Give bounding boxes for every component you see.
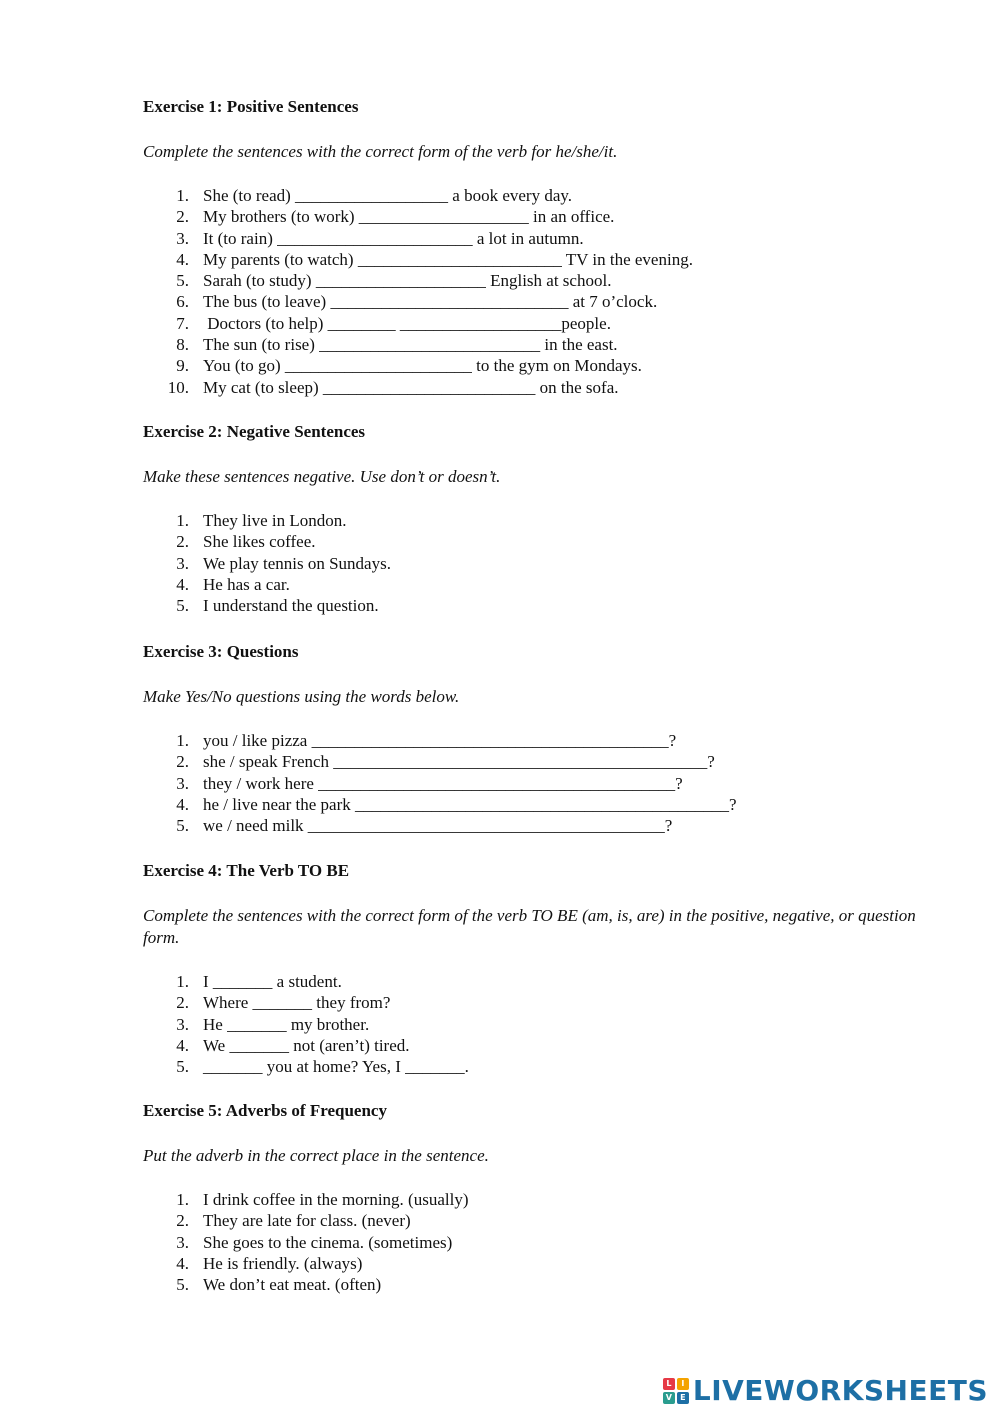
exercise-title: Exercise 2: Negative Sentences bbox=[143, 422, 366, 441]
list-item bbox=[143, 971, 933, 992]
item-text: they / work here __________________________________________? bbox=[203, 773, 683, 793]
exercise-list bbox=[143, 971, 933, 1077]
list-item bbox=[143, 1274, 933, 1295]
list-item bbox=[143, 553, 933, 574]
list-item bbox=[143, 377, 933, 398]
exercise-instruction: Complete the sentences with the correct form of the verb TO BE (am, is, are) in the positive, negative, or question form. bbox=[143, 906, 916, 947]
item-number: 3. bbox=[176, 1232, 189, 1252]
item-text: She likes coffee. bbox=[203, 532, 316, 552]
list-item bbox=[143, 992, 933, 1013]
item-text: I _______ a student. bbox=[203, 972, 342, 991]
item-number: 2. bbox=[176, 207, 189, 227]
item-number: 4. bbox=[176, 249, 189, 269]
exercise-list bbox=[143, 510, 933, 616]
item-text: They live in London. bbox=[203, 511, 347, 530]
list-item bbox=[143, 531, 933, 552]
list-item bbox=[143, 751, 933, 772]
item-number: 3. bbox=[176, 1014, 189, 1034]
exercise-title: Exercise 3: Questions bbox=[143, 642, 299, 661]
exercise-instruction: Make Yes/No questions using the words below. bbox=[143, 687, 460, 706]
item-text: She goes to the cinema. (sometimes) bbox=[203, 1232, 453, 1252]
list-item bbox=[143, 595, 933, 616]
item-text: _______ you at home? Yes, I _______. bbox=[203, 1057, 469, 1077]
item-number: 6. bbox=[176, 292, 189, 312]
item-number: 7. bbox=[176, 313, 189, 333]
logo-letter: I bbox=[677, 1378, 689, 1390]
item-number: 4. bbox=[176, 574, 189, 594]
item-number: 2. bbox=[176, 993, 189, 1013]
list-item bbox=[143, 1014, 933, 1035]
item-number: 5. bbox=[176, 1275, 189, 1295]
list-item bbox=[143, 185, 933, 206]
item-number: 5. bbox=[176, 816, 189, 836]
list-item bbox=[143, 206, 933, 227]
exercise-2 bbox=[143, 421, 933, 616]
item-number: 4. bbox=[176, 794, 189, 814]
item-text: He is friendly. (always) bbox=[203, 1253, 363, 1273]
item-number: 10. bbox=[167, 377, 189, 397]
item-text: I understand the question. bbox=[203, 596, 379, 616]
list-item bbox=[143, 334, 933, 355]
list-item bbox=[143, 1189, 933, 1210]
list-item bbox=[143, 794, 933, 815]
exercise-3 bbox=[143, 641, 933, 836]
exercise-title: Exercise 1: Positive Sentences bbox=[143, 97, 359, 116]
exercise-list bbox=[143, 1189, 933, 1295]
item-number: 2. bbox=[176, 752, 189, 772]
item-number: 8. bbox=[176, 335, 189, 355]
item-text: I drink coffee in the morning. (usually) bbox=[203, 1190, 469, 1209]
list-item bbox=[143, 1056, 933, 1077]
exercise-list bbox=[143, 185, 933, 398]
exercise-5 bbox=[143, 1100, 933, 1295]
list-item bbox=[143, 1232, 933, 1253]
item-text: he / live near the park ____________________________________________? bbox=[203, 794, 737, 814]
item-text: We _______ not (aren’t) tired. bbox=[203, 1035, 410, 1055]
item-number: 3. bbox=[176, 553, 189, 573]
item-text: The sun (to rise) __________________________ in the east. bbox=[203, 335, 618, 355]
item-text: My brothers (to work) ____________________ in an office. bbox=[203, 207, 615, 227]
item-number: 5. bbox=[176, 271, 189, 291]
item-number: 4. bbox=[176, 1035, 189, 1055]
list-item bbox=[143, 270, 933, 291]
item-text: My cat (to sleep) _________________________ on the sofa. bbox=[203, 377, 619, 397]
item-number: 1. bbox=[176, 731, 189, 750]
item-text: We don’t eat meat. (often) bbox=[203, 1275, 382, 1295]
item-text: You (to go) ______________________ to the gym on Mondays. bbox=[203, 356, 642, 376]
list-item bbox=[143, 291, 933, 312]
item-number: 4. bbox=[176, 1253, 189, 1273]
item-number: 3. bbox=[176, 228, 189, 248]
exercise-instruction: Put the adverb in the correct place in the sentence. bbox=[143, 1146, 489, 1165]
list-item bbox=[143, 815, 933, 836]
item-number: 1. bbox=[176, 1190, 189, 1209]
exercise-title: Exercise 5: Adverbs of Frequency bbox=[143, 1101, 387, 1120]
item-text: It (to rain) _______________________ a lot in autumn. bbox=[203, 228, 584, 248]
item-number: 1. bbox=[176, 511, 189, 530]
list-item bbox=[143, 313, 933, 334]
list-item bbox=[143, 228, 933, 249]
logo-letter: L bbox=[663, 1378, 675, 1390]
item-text: Where _______ they from? bbox=[203, 993, 391, 1013]
list-item bbox=[143, 1210, 933, 1231]
item-number: 2. bbox=[176, 1211, 189, 1231]
logo-text: LIVEWORKSHEETS bbox=[692, 1374, 988, 1407]
exercise-instruction: Complete the sentences with the correct form of the verb for he/she/it. bbox=[143, 142, 618, 161]
exercise-4 bbox=[143, 860, 933, 1077]
item-text: He has a car. bbox=[203, 574, 290, 594]
list-item bbox=[143, 1253, 933, 1274]
item-text: She (to read) __________________ a book every day. bbox=[203, 186, 573, 205]
item-number: 1. bbox=[176, 972, 189, 991]
logo-letter: V bbox=[663, 1392, 675, 1404]
logo-mark-icon bbox=[663, 1378, 689, 1404]
logo-letter: E bbox=[677, 1392, 689, 1404]
item-number: 9. bbox=[176, 356, 189, 376]
item-text: The bus (to leave) ____________________________ at 7 o’clock. bbox=[203, 292, 658, 312]
list-item bbox=[143, 773, 933, 794]
item-number: 5. bbox=[176, 596, 189, 616]
list-item bbox=[143, 510, 933, 531]
list-item bbox=[143, 249, 933, 270]
item-text: we / need milk __________________________________________? bbox=[203, 816, 673, 836]
list-item bbox=[143, 730, 933, 751]
exercise-list bbox=[143, 730, 933, 836]
item-text: My parents (to watch) ________________________ TV in the evening. bbox=[203, 249, 693, 269]
item-number: 2. bbox=[176, 532, 189, 552]
item-text: He _______ my brother. bbox=[203, 1014, 370, 1034]
item-text: Sarah (to study) ____________________ English at school. bbox=[203, 271, 612, 291]
list-item bbox=[143, 574, 933, 595]
item-text: Doctors (to help) ________ ___________________people. bbox=[203, 313, 611, 333]
item-text: you / like pizza __________________________________________? bbox=[203, 731, 677, 750]
item-number: 5. bbox=[176, 1057, 189, 1077]
exercise-1 bbox=[143, 96, 933, 398]
item-text: she / speak French ____________________________________________? bbox=[203, 752, 715, 772]
item-text: They are late for class. (never) bbox=[203, 1211, 411, 1231]
item-number: 3. bbox=[176, 773, 189, 793]
list-item bbox=[143, 1035, 933, 1056]
exercise-instruction: Make these sentences negative. Use don’t or doesn’t. bbox=[143, 467, 501, 486]
item-text: We play tennis on Sundays. bbox=[203, 553, 391, 573]
liveworksheets-logo bbox=[663, 1374, 988, 1407]
exercise-title: Exercise 4: The Verb TO BE bbox=[143, 861, 350, 880]
list-item bbox=[143, 355, 933, 376]
item-number: 1. bbox=[176, 186, 189, 205]
